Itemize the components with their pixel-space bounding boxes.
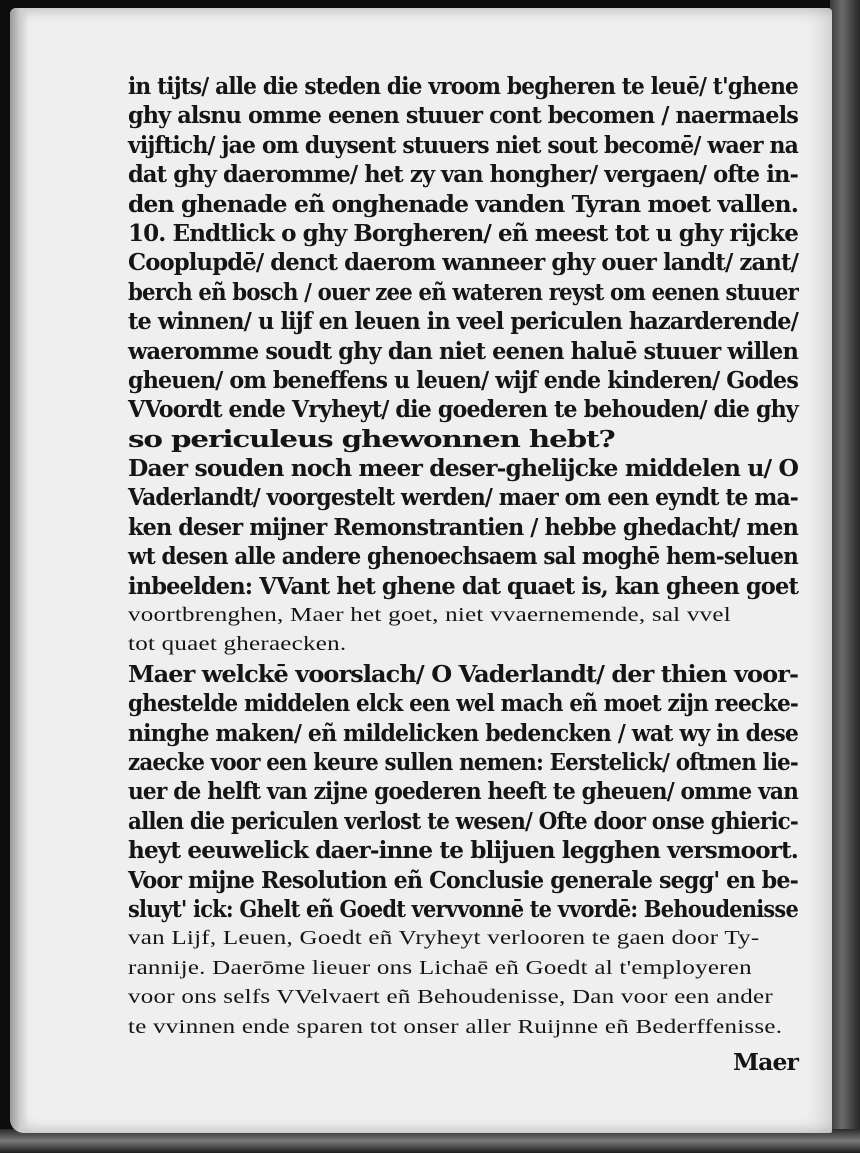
catchword: Maer xyxy=(733,1047,798,1076)
text-line: dat ghy daeromme/ het zy van hongher/ vergaen/ ofte in- xyxy=(128,160,798,189)
text-line: ghy alsnu omme eenen stuuer cont becomen / naermaels xyxy=(128,101,798,130)
text-line: allen die periculen verlost te wesen/ Ofte door onse ghieric- xyxy=(128,806,798,835)
text-line: uer de helft van zijne goederen heeft te gheuen/ omme van xyxy=(128,777,798,806)
text-line-roman: voortbrenghen, Maer het goet, niet vvaernemende, sal vvel xyxy=(128,604,731,627)
text-line: sluyt' ick: Ghelt eñ Goedt vervvonnē te vvordē: Behoudenisse xyxy=(128,894,798,923)
text-line: berch eñ bosch / ouer zee eñ wateren reyst om eenen stuuer xyxy=(128,277,798,306)
text-line: zaecke voor een keure sullen nemen: Eerstelick/ oftmen lie- xyxy=(128,747,798,776)
text-line: VVoordt ende Vryheyt/ die goederen te behouden/ die ghy xyxy=(128,395,798,424)
page-gutter-shadow xyxy=(10,8,28,1133)
text-line-paragraph-start: Maer welckē voorslach/ O Vaderlandt/ der thien voor- xyxy=(128,659,798,688)
text-line-paragraph-start: Daer souden noch meer deser-ghelijcke middelen u/ O xyxy=(128,454,798,483)
text-line: so periculeus ghewonnen hebt? xyxy=(128,424,615,453)
text-line: Vaderlandt/ voorgestelt werden/ maer om een eyndt te ma- xyxy=(128,483,798,512)
book-page xyxy=(10,8,832,1133)
page-text-block xyxy=(128,72,798,1077)
text-line: vijftich/ jae om duysent stuuers niet sout becomē/ waer na xyxy=(128,130,798,159)
text-line: in tijts/ alle die steden die vroom begheren te leuē/ t'ghene xyxy=(128,72,798,100)
text-line-roman: tot quaet gheraecken. xyxy=(128,633,347,656)
text-line-roman: rannije. Daerōme lieuer ons Lichaē eñ Goedt al t'employeren xyxy=(128,956,752,979)
text-line-roman: voor ons selfs VVelvaert eñ Behoudenisse, Dan voor een ander xyxy=(128,986,773,1009)
text-line: den ghenade eñ onghenade vanden Tyran moet vallen. xyxy=(128,189,798,218)
text-line: waeromme soudt ghy dan niet eenen haluē stuuer willen xyxy=(128,336,798,365)
book-edge-right xyxy=(830,0,860,1153)
text-line: ninghe maken/ eñ mildelicken bedencken / wat wy in dese xyxy=(128,718,798,747)
text-line: gheuen/ om beneffens u leuen/ wijf ende kinderen/ Godes xyxy=(128,365,798,394)
text-line: inbeelden: VVant het ghene dat quaet is, kan gheen goet xyxy=(128,571,798,600)
text-line: wt desen alle andere ghenoechsaem sal moghē hem-seluen xyxy=(128,542,798,571)
text-line: heyt eeuwelick daer-inne te blijuen legghen versmoort. xyxy=(128,836,798,865)
text-line: ghestelde middelen elck een wel mach eñ moet zijn reecke- xyxy=(128,689,798,718)
text-line: ken deser mijner Remonstrantien / hebbe ghedacht/ men xyxy=(128,512,798,541)
text-line: Voor mijne Resolution eñ Conclusie generale segg' en be- xyxy=(128,865,798,894)
text-line-roman: te vvinnen ende sparen tot onser aller Ruijnne eñ Bederffenisse. xyxy=(128,1015,783,1038)
text-line-section-10: 10. Endtlick o ghy Borgheren/ eñ meest tot u ghy rijcke xyxy=(128,218,798,247)
text-line: Cooplupdē/ denct daerom wanneer ghy ouer landt/ zant/ xyxy=(128,248,798,277)
text-line-roman: van Lijf, Leuen, Goedt eñ Vryheyt verlooren te gaen door Ty- xyxy=(128,927,760,950)
text-line: te winnen/ u lijf en leuen in veel periculen hazarderende/ xyxy=(128,307,798,336)
